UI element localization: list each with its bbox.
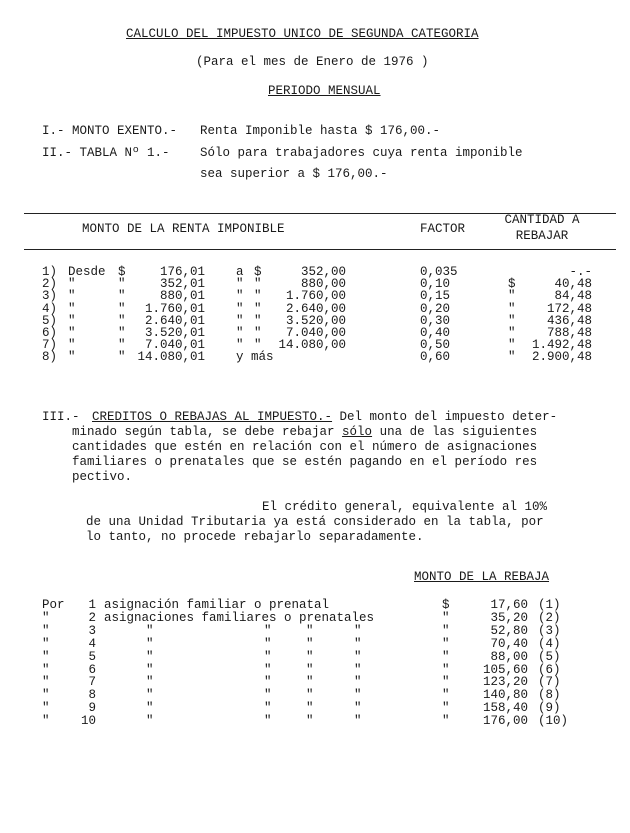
rebaja-row-2-sym: " — [442, 610, 450, 625]
tax-row-1-q2: $ — [254, 265, 262, 279]
rebaja-row-3-idx: (3) — [538, 623, 561, 638]
rebaja-row-5-q3: " — [354, 649, 362, 664]
rebaja-row-6-por: " — [42, 662, 50, 677]
rebaja-row-4-amount: 70,40 — [490, 636, 528, 651]
header-factor: FACTOR — [420, 222, 466, 236]
section-3-line-3: cantidades que estén en relación con el número de asignaciones — [72, 440, 538, 454]
section-3-line-4: familiares o prenatales que se estén pagando en el período res — [72, 455, 538, 469]
rebaja-row-8-q3: " — [354, 688, 362, 703]
rebaja-row-5-n: 5 — [88, 649, 96, 664]
rebaja-row-6-desc: " — [146, 662, 154, 677]
tax-row-2-n: 2) — [42, 277, 58, 292]
rebaja-row-4-sym: " — [442, 636, 450, 651]
rebaja-row-9-por: " — [42, 701, 50, 716]
tax-row-5-to: 3.520,00 — [285, 313, 346, 328]
tax-row-7-desde: " — [68, 338, 76, 353]
tax-row-8-factor: 0,60 — [420, 350, 451, 365]
rebaja-row-5-sym: " — [442, 649, 450, 664]
rebaja-row-6-n: 6 — [88, 662, 96, 677]
section-3-line-1-rest: Del monto del impuesto deter- — [332, 410, 558, 424]
tax-row-8-n: 8) — [42, 350, 58, 365]
tax-row-6-factor: 0,40 — [420, 326, 451, 340]
rebaja-row-9-sym: " — [442, 701, 450, 716]
rebaja-row-1-n: 1 — [88, 598, 96, 612]
tax-row-4-q1: " — [118, 301, 126, 316]
rebaja-row-8-amount: 140,80 — [482, 688, 528, 703]
tax-row-3-n: 3) — [42, 289, 58, 304]
tax-row-6-n: 6) — [42, 326, 58, 340]
tax-row-8-q1: " — [118, 350, 126, 365]
tax-row-7-to: 14.080,00 — [278, 338, 346, 353]
section-3-solo: sólo — [342, 425, 373, 439]
rebaja-row-5-por: " — [42, 649, 50, 664]
tax-row-7-sym: " — [508, 338, 516, 353]
tax-row-5-n: 5) — [42, 313, 58, 328]
rebaja-row-10-sym: " — [442, 714, 450, 729]
section-3-heading: CREDITOS O REBAJAS AL IMPUESTO.- — [92, 410, 333, 424]
tax-row-1-a: a — [236, 265, 244, 279]
tax-row-4-n: 4) — [42, 301, 58, 316]
tax-row-3-factor: 0,15 — [420, 289, 451, 304]
rebaja-row-2-amount: 35,20 — [490, 610, 528, 625]
rebaja-header: MONTO DE LA REBAJA — [414, 570, 550, 584]
tax-row-1-rebajar: -.- — [569, 265, 592, 279]
tax-row-7-q1: " — [118, 338, 126, 353]
rebaja-row-7-q1: " — [264, 675, 272, 690]
rebaja-row-4-q1: " — [264, 636, 272, 651]
tax-row-5-q1: " — [118, 313, 126, 328]
rebaja-row-2-n: 2 — [88, 610, 96, 625]
tax-row-2-to: 880,00 — [300, 277, 346, 292]
table-header-rule — [24, 249, 616, 250]
rebaja-row-6-idx: (6) — [538, 662, 561, 677]
rebaja-row-10-amount: 176,00 — [482, 714, 528, 729]
tax-row-5-sym: " — [508, 313, 516, 328]
tax-row-5-from: 2.640,01 — [144, 313, 205, 328]
tax-row-6-sym: " — [508, 326, 516, 340]
rebaja-row-5-amount: 88,00 — [490, 649, 528, 664]
rebaja-row-10-q3: " — [354, 714, 362, 729]
section-2-label: II.- TABLA Nº 1.- — [42, 146, 170, 160]
tax-row-1-from: 176,01 — [159, 265, 205, 279]
tax-row-1-desde: Desde — [68, 265, 106, 279]
rebaja-row-9-idx: (9) — [538, 701, 561, 716]
rebaja-row-6-sym: " — [442, 662, 450, 677]
rebaja-row-9-q3: " — [354, 701, 362, 716]
tax-row-3-to: 1.760,00 — [285, 289, 346, 304]
rebaja-row-3-amount: 52,80 — [490, 623, 528, 638]
rebaja-row-3-desc: " — [146, 623, 154, 638]
tax-row-6-rebajar: 788,48 — [546, 326, 592, 340]
rebaja-row-9-q1: " — [264, 701, 272, 716]
tax-row-2-from: 352,01 — [159, 277, 205, 292]
section-3-para-2-line-1: El crédito general, equivalente al 10% — [262, 500, 548, 514]
section-3-para-2-line-2: de una Unidad Tributaria ya está considerado en la tabla, por — [86, 515, 544, 529]
header-cantidad-line-1: CANTIDAD A — [504, 213, 580, 227]
rebaja-row-3-sym: " — [442, 623, 450, 638]
rebaja-row-3-n: 3 — [88, 623, 96, 638]
rebaja-row-8-q2: " — [306, 688, 314, 703]
rebaja-row-9-q2: " — [306, 701, 314, 716]
rebaja-row-10-desc: " — [146, 714, 154, 729]
tax-row-4-to: 2.640,00 — [285, 301, 346, 316]
section-3-label: III.- — [42, 410, 80, 424]
section-3-line-1 — [92, 411, 557, 424]
header-cantidad-line-2: REBAJAR — [515, 229, 569, 243]
rebaja-row-1-idx: (1) — [538, 598, 561, 612]
tax-row-4-a: " — [236, 301, 244, 316]
tax-row-6-a: " — [236, 326, 244, 340]
tax-row-1-to: 352,00 — [300, 265, 346, 279]
rebaja-row-8-por: " — [42, 688, 50, 703]
rebaja-row-4-q3: " — [354, 636, 362, 651]
tax-row-2-rebajar: 40,48 — [554, 277, 592, 292]
tax-row-5-a: " — [236, 313, 244, 328]
rebaja-row-3-q2: " — [306, 623, 314, 638]
tax-row-1-n: 1) — [42, 265, 58, 279]
rebaja-row-4-por: " — [42, 636, 50, 651]
rebaja-row-1-desc: asignación familiar o prenatal — [104, 598, 330, 612]
rebaja-row-6-amount: 105,60 — [482, 662, 528, 677]
tax-row-8-desde: " — [68, 350, 76, 365]
rebaja-row-10-q1: " — [264, 714, 272, 729]
tax-row-5-factor: 0,30 — [420, 313, 451, 328]
rebaja-row-4-desc: " — [146, 636, 154, 651]
rebaja-row-7-amount: 123,20 — [482, 675, 528, 690]
rebaja-row-3-por: " — [42, 623, 50, 638]
section-3-para-2-line-3: lo tanto, no procede rebajarlo separadamente. — [86, 530, 424, 544]
tax-row-6-from: 3.520,01 — [144, 326, 205, 340]
rebaja-row-6-q2: " — [306, 662, 314, 677]
tax-row-7-a: " — [236, 338, 244, 353]
tax-row-2-q1: " — [118, 277, 126, 292]
rebaja-row-7-idx: (7) — [538, 675, 561, 690]
section-1-label: I.- MONTO EXENTO.- — [42, 124, 178, 138]
rebaja-row-8-n: 8 — [88, 688, 96, 703]
tax-row-3-q1: " — [118, 289, 126, 304]
rebaja-row-10-q2: " — [306, 714, 314, 729]
rebaja-row-8-idx: (8) — [538, 688, 561, 703]
tax-row-6-q1: " — [118, 326, 126, 340]
section-3-line-2 — [72, 426, 537, 439]
tax-row-3-sym: " — [508, 289, 516, 304]
tax-row-3-q2: " — [254, 289, 262, 304]
tax-row-7-factor: 0,50 — [420, 338, 451, 353]
tax-row-7-rebajar: 1.492,48 — [531, 338, 592, 353]
tax-row-4-from: 1.760,01 — [144, 301, 205, 316]
rebaja-row-10-idx: (10) — [538, 714, 569, 729]
section-2-line-1: Sólo para trabajadores cuya renta imponible — [200, 146, 523, 160]
tax-row-7-from: 7.040,01 — [144, 338, 205, 353]
rebaja-row-7-por: " — [42, 675, 50, 690]
rebaja-row-1-sym: $ — [442, 598, 450, 612]
rebaja-row-8-desc: " — [146, 688, 154, 703]
rebaja-row-5-q2: " — [306, 649, 314, 664]
section-3-line-2-b: una de las siguientes — [372, 425, 538, 439]
rebaja-row-6-q1: " — [264, 662, 272, 677]
tax-row-2-q2: " — [254, 277, 262, 292]
tax-row-1-q1: $ — [118, 265, 126, 279]
rebaja-row-9-amount: 158,40 — [482, 701, 528, 716]
rebaja-row-1-por: Por — [42, 598, 65, 612]
rebaja-row-4-idx: (4) — [538, 636, 561, 651]
document-subtitle: (Para el mes de Enero de 1976 ) — [196, 55, 429, 69]
rebaja-row-6-q3: " — [354, 662, 362, 677]
rebaja-row-10-n: 10 — [80, 714, 96, 729]
tax-row-2-factor: 0,10 — [420, 277, 451, 292]
tax-row-4-q2: " — [254, 301, 262, 316]
rebaja-row-4-n: 4 — [88, 636, 96, 651]
tax-row-4-desde: " — [68, 301, 76, 316]
tax-row-4-rebajar: 172,48 — [546, 301, 592, 316]
rebaja-row-5-idx: (5) — [538, 649, 561, 664]
tax-row-8-sym: " — [508, 350, 516, 365]
rebaja-row-3-q1: " — [264, 623, 272, 638]
tax-row-8-from: 14.080,01 — [137, 350, 205, 365]
tax-row-5-q2: " — [254, 313, 262, 328]
tax-row-3-from: 880,01 — [159, 289, 205, 304]
rebaja-row-8-q1: " — [264, 688, 272, 703]
rebaja-row-7-desc: " — [146, 675, 154, 690]
tax-row-3-desde: " — [68, 289, 76, 304]
tax-row-5-rebajar: 436,48 — [546, 313, 592, 328]
tax-row-2-a: " — [236, 277, 244, 292]
section-3-line-5: pectivo. — [72, 470, 133, 484]
tax-row-3-a: " — [236, 289, 244, 304]
rebaja-row-2-idx: (2) — [538, 610, 561, 625]
rebaja-row-5-desc: " — [146, 649, 154, 664]
rebaja-row-7-sym: " — [442, 675, 450, 690]
rebaja-row-7-n: 7 — [88, 675, 96, 690]
document-title: CALCULO DEL IMPUESTO UNICO DE SEGUNDA CATEGORIA — [126, 27, 479, 41]
tax-row-2-desde: " — [68, 277, 76, 292]
rebaja-row-4-q2: " — [306, 636, 314, 651]
section-3-line-2-a: minado según tabla, se debe rebajar — [72, 425, 343, 439]
tax-row-2-sym: $ — [508, 277, 516, 292]
rebaja-row-5-q1: " — [264, 649, 272, 664]
tax-row-5-desde: " — [68, 313, 76, 328]
rebaja-row-1-amount: 17,60 — [490, 598, 528, 612]
tax-row-6-desde: " — [68, 326, 76, 340]
rebaja-row-7-q3: " — [354, 675, 362, 690]
tax-row-8-a: y más — [236, 350, 274, 365]
rebaja-row-10-por: " — [42, 714, 50, 729]
section-1-text: Renta Imponible hasta $ 176,00.- — [200, 124, 441, 138]
rebaja-row-8-sym: " — [442, 688, 450, 703]
tax-row-7-n: 7) — [42, 338, 58, 353]
tax-row-1-factor: 0,035 — [420, 265, 458, 279]
tax-row-3-rebajar: 84,48 — [554, 289, 592, 304]
tax-row-6-q2: " — [254, 326, 262, 340]
rebaja-row-9-desc: " — [146, 701, 154, 716]
period-label: PERIODO MENSUAL — [268, 84, 381, 98]
rebaja-row-2-por: " — [42, 610, 50, 625]
tax-row-4-sym: " — [508, 301, 516, 316]
tax-row-6-to: 7.040,00 — [285, 326, 346, 340]
tax-row-8-rebajar: 2.900,48 — [531, 350, 592, 365]
header-renta-imponible: MONTO DE LA RENTA IMPONIBLE — [82, 222, 285, 236]
rebaja-row-9-n: 9 — [88, 701, 96, 716]
section-2-line-2: sea superior a $ 176,00.- — [200, 167, 388, 181]
tax-row-4-factor: 0,20 — [420, 301, 451, 316]
rebaja-row-2-desc: asignaciones familiares o prenatales — [104, 610, 375, 625]
tax-row-7-q2: " — [254, 338, 262, 353]
rebaja-row-3-q3: " — [354, 623, 362, 638]
rebaja-row-7-q2: " — [306, 675, 314, 690]
